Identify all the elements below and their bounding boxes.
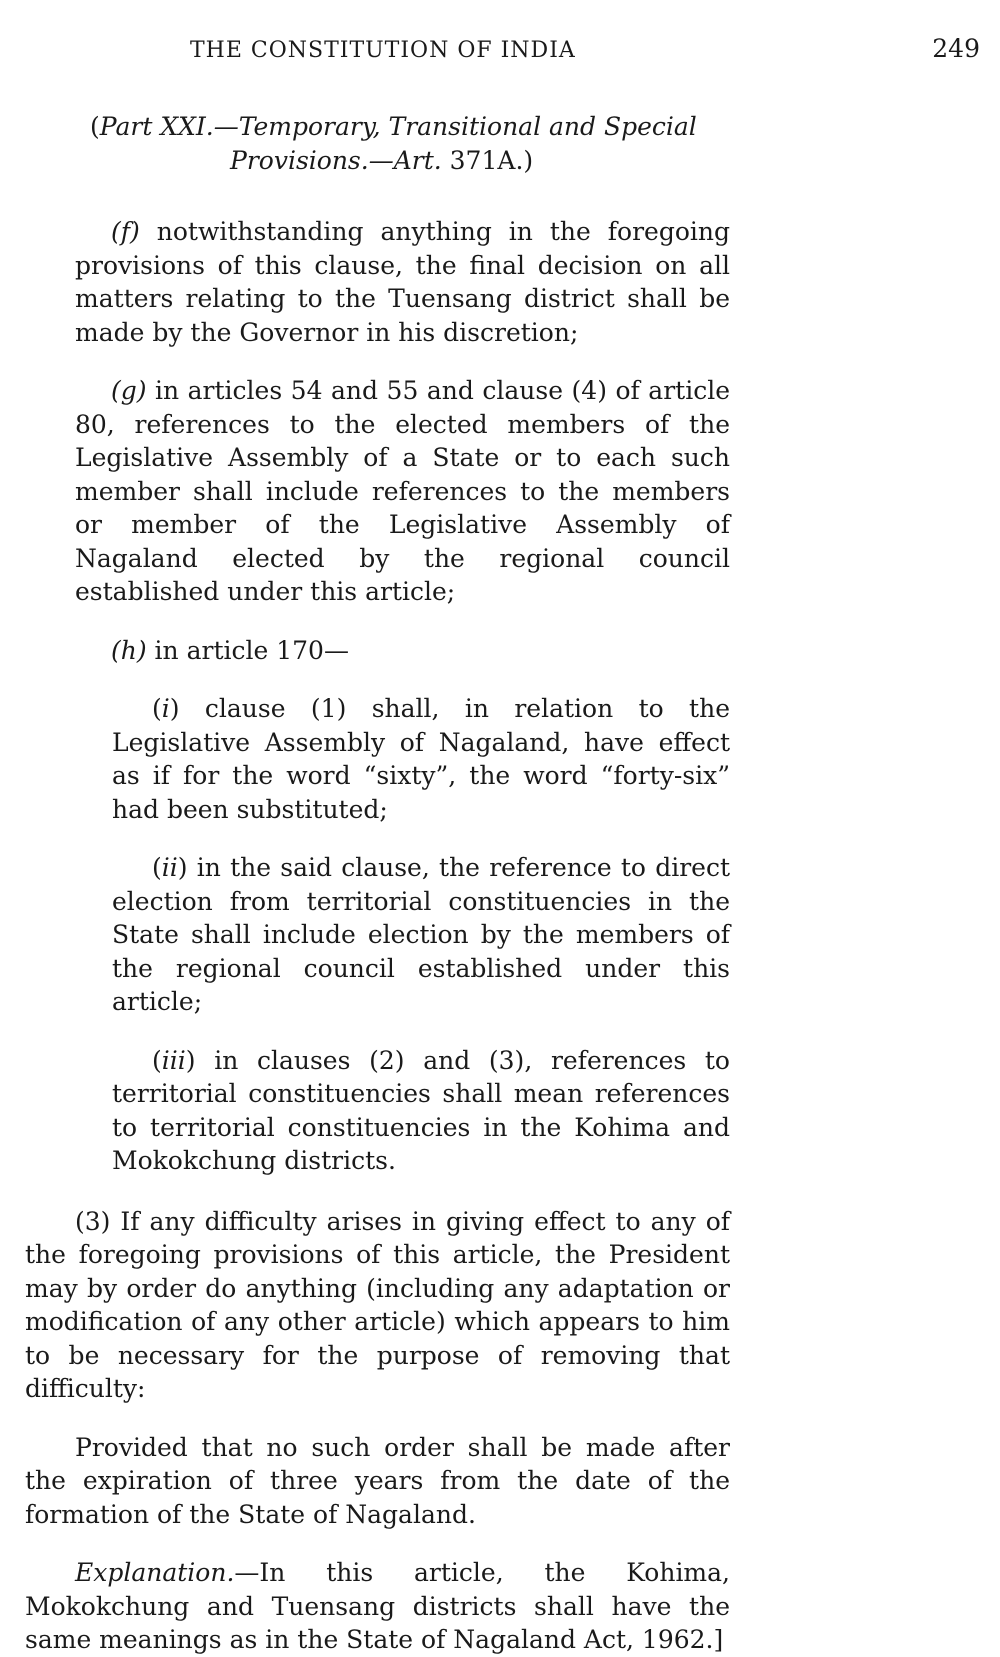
sub-clause-ii-open: ( bbox=[152, 853, 162, 882]
sub-clause-i-open: ( bbox=[152, 694, 162, 723]
subhead-close: .) bbox=[515, 146, 534, 175]
sub-clause-iii-text: ) in clauses (2) and (3), references to territorial constituencies shall mean references to territorial constituencies in the Kohima and Mokokchung districts. bbox=[112, 1045, 730, 1175]
sub-clause-iii bbox=[112, 1044, 730, 1178]
sub-clause-i-marker: i bbox=[161, 694, 170, 723]
subhead-part: Part XXI.—Temporary, Transitional and Special bbox=[99, 112, 697, 141]
clause-h-marker: (h) bbox=[111, 635, 147, 665]
clause-h-text: in article 170— bbox=[146, 635, 349, 665]
running-head: THE CONSTITUTION OF INDIA bbox=[190, 38, 576, 63]
clause-3 bbox=[25, 1205, 730, 1406]
clause-g bbox=[75, 374, 730, 609]
proviso bbox=[25, 1431, 730, 1532]
explanation bbox=[25, 1556, 730, 1657]
subhead-line-2 bbox=[90, 144, 730, 178]
sub-clause-ii-marker: ii bbox=[161, 853, 178, 882]
clause-f bbox=[75, 215, 730, 349]
clause-f-marker: (f) bbox=[111, 217, 140, 246]
sub-clause-i-text: ) clause (1) shall, in relation to the Legislative Assembly of Nagaland, have effect as if for the word “sixty”, the word “forty-six” had been substituted; bbox=[112, 694, 730, 824]
section-subheading bbox=[90, 110, 730, 178]
sub-clause-ii-text: ) in the said clause, the reference to direct election from territorial constituencies in the State shall include election by the members of the regional council established under this article; bbox=[112, 853, 730, 1016]
body-text bbox=[0, 215, 1000, 1657]
clause-h bbox=[75, 634, 730, 668]
explanation-label: Explanation. bbox=[75, 1558, 235, 1587]
subhead-provisions: Provisions.—Art. bbox=[230, 146, 450, 175]
clause-f-text: notwithstanding anything in the foregoing provisions of this clause, the final decision on all matters relating to the Tuensang district shall be made by the Governor in his discretion; bbox=[75, 217, 730, 347]
explanation-text: —In this article, the Kohima, Mokokchung and Tuensang districts shall have the same meanings as in the State of Nagaland Act, 1962.] bbox=[25, 1558, 730, 1654]
subhead-line-1 bbox=[90, 110, 730, 144]
sub-clause-iii-marker: iii bbox=[161, 1045, 186, 1075]
clause-3-text: (3) If any difficulty arises in giving effect to any of the foregoing provisions of this article, the President may by order do anything (including any adaptation or modification of any other article) which appears to him to be necessary for the purpose of removing that difficulty: bbox=[25, 1206, 730, 1403]
page-number: 249 bbox=[932, 34, 980, 63]
clause-g-marker: (g) bbox=[111, 376, 147, 405]
proviso-text: Provided that no such order shall be made after the expiration of three years from the date of the formation of the State of Nagaland. bbox=[25, 1432, 730, 1529]
page-header bbox=[0, 34, 1000, 78]
sub-clause-ii bbox=[112, 851, 730, 1019]
sub-clause-i bbox=[112, 692, 730, 826]
subhead-open-paren: ( bbox=[90, 112, 100, 141]
sub-clause-iii-open: ( bbox=[152, 1045, 162, 1075]
clause-g-text: in articles 54 and 55 and clause (4) of article 80, references to the elected members of the Legislative Assembly of a State or to each such member shall include references to the members or member of the Legislative Assembly of Nagaland elected by the regional council established under this article; bbox=[75, 376, 730, 606]
subhead-article-number: 371A bbox=[449, 146, 516, 175]
